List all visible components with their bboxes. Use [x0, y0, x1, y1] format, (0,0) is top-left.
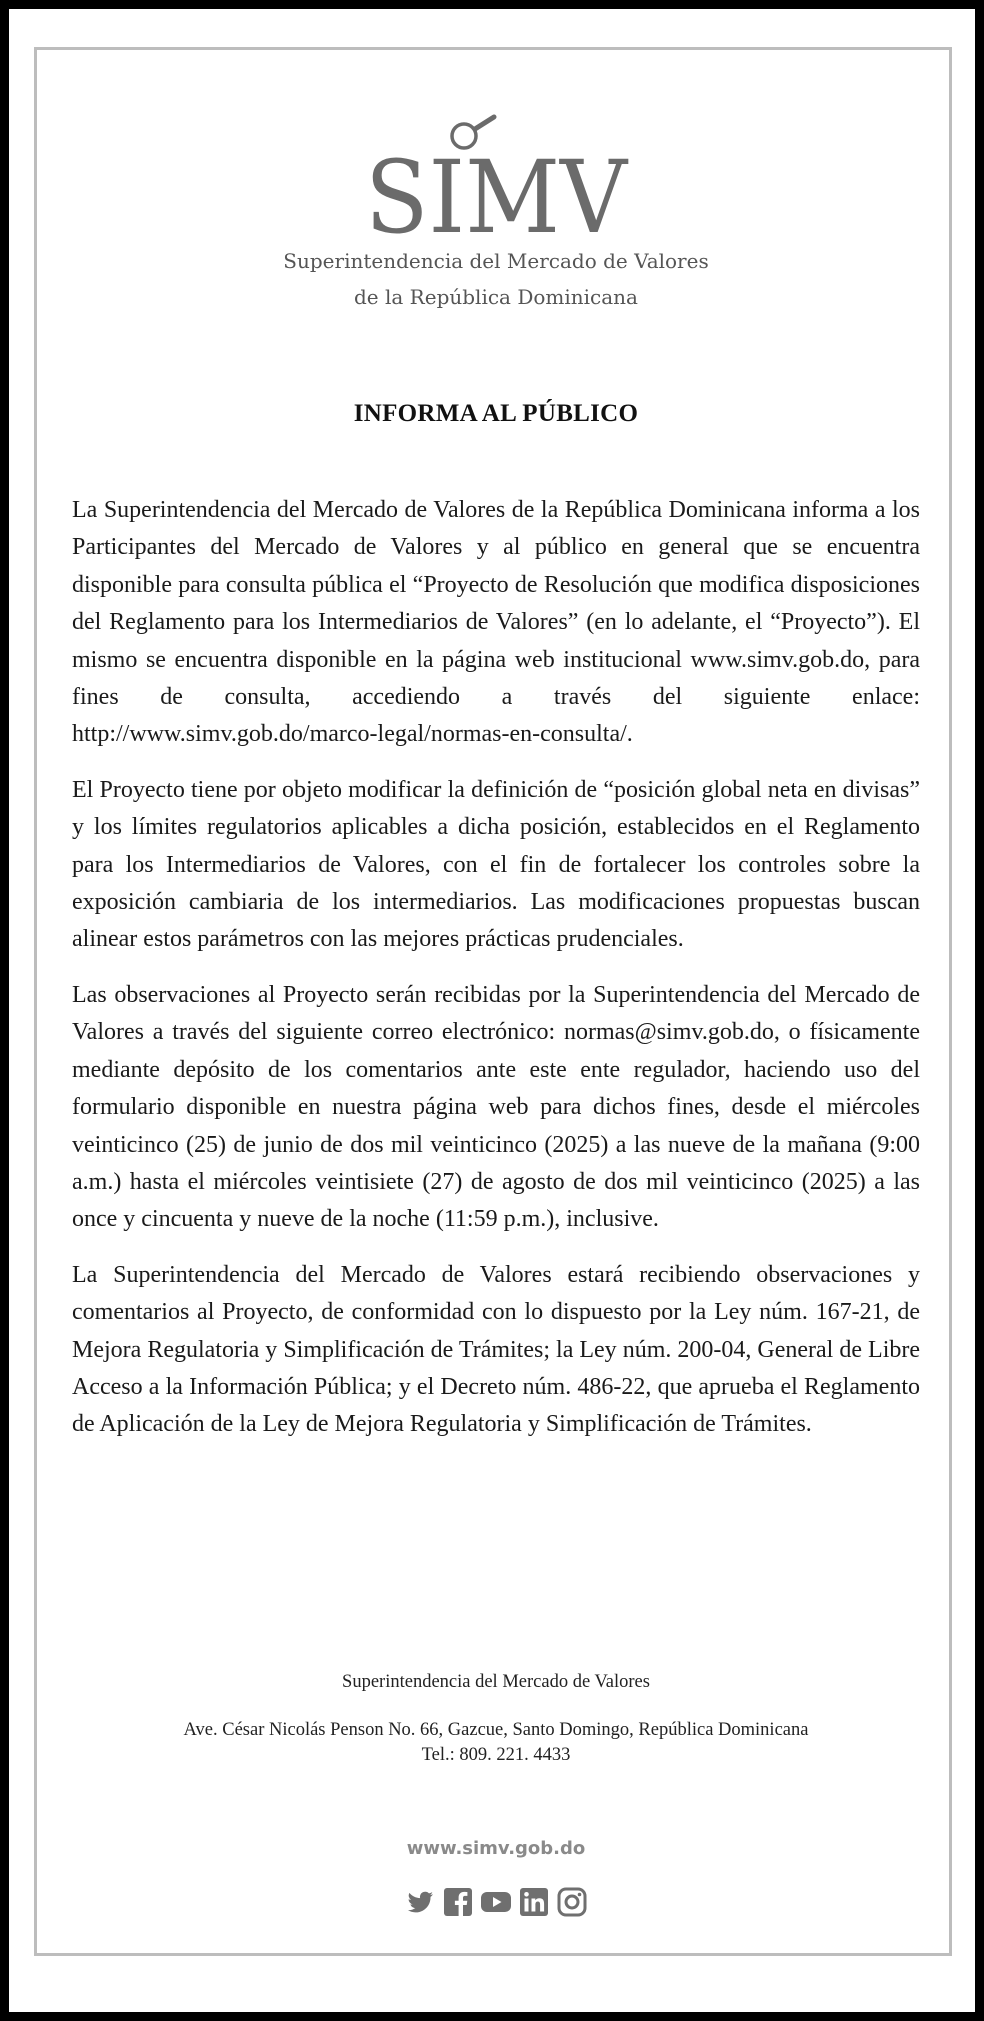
- paragraph-object: El Proyecto tiene por objeto modificar la definición de “posición global neta en divisas” y los límites regulatorios aplicables a dicha posición, establecidos en el Reglamento para los Intermediarios de Valores, con el fin de fortalecer los controles sobre la exposición cambiaria de los intermediarios. Las modificaciones propuestas buscan alinear estos parámetros con las mejores prácticas prudenciales.: [72, 776, 920, 953]
- instagram-icon[interactable]: [556, 1886, 588, 1918]
- social-links: [37, 1882, 955, 1922]
- linkedin-icon[interactable]: [518, 1886, 550, 1918]
- twitter-icon[interactable]: [404, 1886, 436, 1918]
- footer-contact: [37, 1718, 955, 1768]
- youtube-icon[interactable]: [480, 1886, 512, 1918]
- logo-subtitle-line1: Superintendencia del Mercado de Valores: [283, 249, 709, 273]
- paragraph-legal-basis: La Superintendencia del Mercado de Valores estará recibiendo observaciones y comentarios al Proyecto, de conformidad con lo dispuesto por la Ley núm. 167-21, de Mejora Regulatoria y Simplificación de Trámites; la Ley núm. 200-04, General de Libre Acceso a la Información Pública; y el Decreto núm. 486-22, que aprueba el Reglamento de Aplicación de la Ley de Mejora Regulatoria y Simplificación de Trámites.: [72, 1261, 920, 1438]
- notice-body: [72, 492, 920, 1462]
- page-title: INFORMA AL PÚBLICO: [353, 400, 639, 427]
- paragraph-intro: La Superintendencia del Mercado de Valores de la República Dominicana informa a los Participantes del Mercado de Valores y al público en general que se encuentra disponible para consulta pública el “Proyecto de Resolución que modifica disposiciones del Reglamento para los Intermediarios de Valores” (en lo adelante, el “Proyecto”). El mismo se encuentra disponible en la página web institucional www.simv.gob.do, para fines de consulta, accediendo a través del siguiente enlace: http://www.simv.gob.do/marco-legal/normas-en-consulta/.: [72, 497, 920, 748]
- page: [9, 9, 975, 2012]
- paragraph-observations: Las observaciones al Proyecto serán recibidas por la Superintendencia del Mercado de Valores a través del siguiente correo electrónico: normas@simv.gob.do, o físicamente mediante depósito de los comentarios ante este ente regulador, haciendo uso del formulario disponible en nuestra página web para dichos fines, desde el miércoles veinticinco (25) de junio de dos mil veinticinco (2025) a las nueve de la mañana (9:00 a.m.) hasta el miércoles veintisiete (27) de agosto de dos mil veinticinco (2025) a las once y cincuenta y nueve de la noche (11:59 p.m.), inclusive.: [72, 981, 920, 1233]
- footer-address: Ave. César Nicolás Penson No. 66, Gazcue, Santo Domingo, República Dominicana: [183, 1720, 809, 1740]
- website-link[interactable]: www.simv.gob.do: [406, 1838, 586, 1859]
- notice-frame: [34, 47, 952, 1956]
- footer-institution: Superintendencia del Mercado de Valores: [342, 1672, 650, 1692]
- footer-phone: Tel.: 809. 221. 4433: [421, 1745, 571, 1765]
- logo-subtitle-line2: de la República Dominicana: [354, 285, 638, 309]
- facebook-icon[interactable]: [442, 1886, 474, 1918]
- simv-logo: [37, 110, 955, 312]
- simv-logo-mark: [346, 110, 646, 240]
- logo-mark-text: SIMV: [365, 139, 629, 240]
